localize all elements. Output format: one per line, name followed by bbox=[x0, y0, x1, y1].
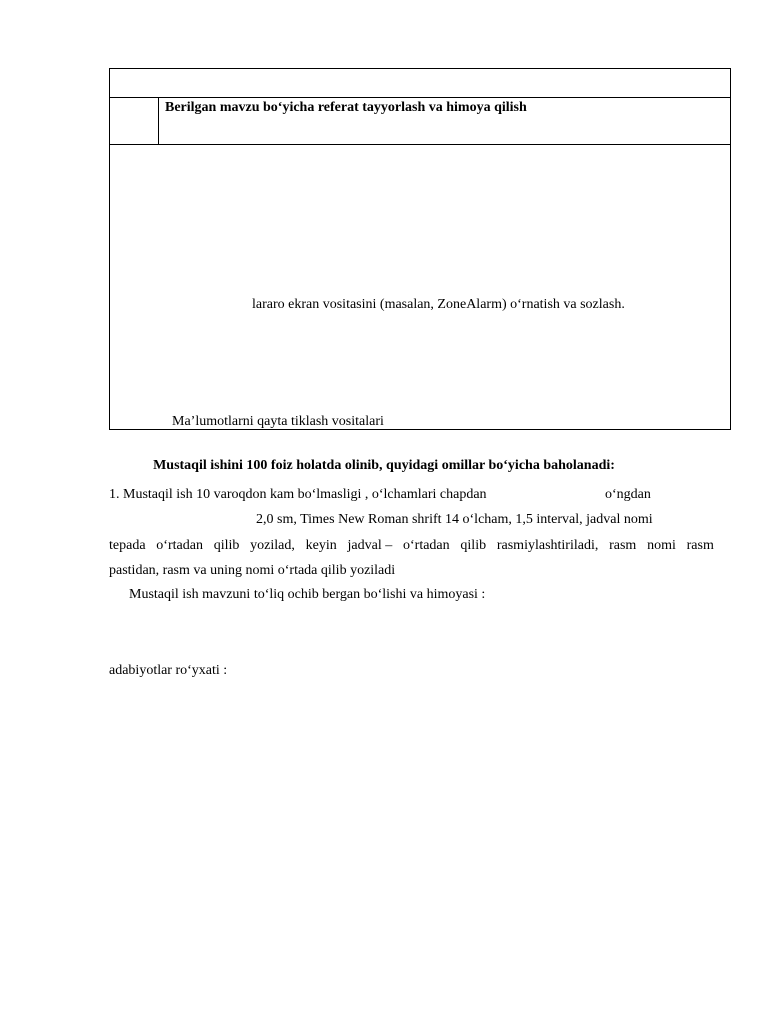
item-1-part-b: o‘ngdan bbox=[605, 487, 651, 502]
word: qilib bbox=[213, 538, 240, 553]
references-label: adabiyotlar ro‘yxati : bbox=[109, 663, 228, 678]
item-1-line-4: pastidan, rasm va uning nomi o‘rtada qilib yoziladi bbox=[109, 563, 396, 578]
grading-heading: Mustaqil ishini 100 foiz holatda olinib, quyidagi omillar bo‘yicha baholanadi: bbox=[153, 458, 615, 473]
word: keyin bbox=[305, 538, 337, 553]
item-2-text: Mustaqil ish mavzuni to‘liq ochib bergan bo‘lishi va himoyasi : bbox=[129, 587, 486, 602]
item-1-part-a: 1. Mustaqil ish 10 varoqdon kam bo‘lmasligi , o‘lchamlari chapdan bbox=[109, 487, 487, 502]
word: o‘rtadan bbox=[156, 538, 203, 553]
word: tepada bbox=[109, 538, 146, 553]
word: qilib bbox=[460, 538, 487, 553]
task-text-recovery: Ma’lumotlarni qayta tiklash vositalari bbox=[172, 414, 384, 429]
word: o‘rtadan bbox=[403, 538, 450, 553]
word: nomi bbox=[647, 538, 676, 553]
word: jadval – bbox=[347, 538, 393, 553]
assignment-title: Berilgan mavzu bo‘yicha referat tayyorlash va himoya qilish bbox=[165, 100, 527, 115]
word: rasmiylashtiriladi, bbox=[496, 538, 599, 553]
table-row-divider bbox=[110, 144, 730, 145]
table-column-divider bbox=[158, 97, 159, 144]
word: yozilad, bbox=[250, 538, 295, 553]
word: rasm bbox=[609, 538, 637, 553]
item-1-line-2: 2,0 sm, Times New Roman shrift 14 o‘lcham, 1,5 interval, jadval nomi bbox=[256, 512, 653, 527]
item-1-line-3 bbox=[109, 538, 714, 554]
word: rasm bbox=[686, 538, 714, 553]
table-row-divider bbox=[110, 97, 730, 98]
task-text-firewall: lararo ekran vositasini (masalan, ZoneAlarm) o‘rnatish va sozlash. bbox=[252, 297, 625, 312]
assignment-table bbox=[109, 68, 731, 430]
